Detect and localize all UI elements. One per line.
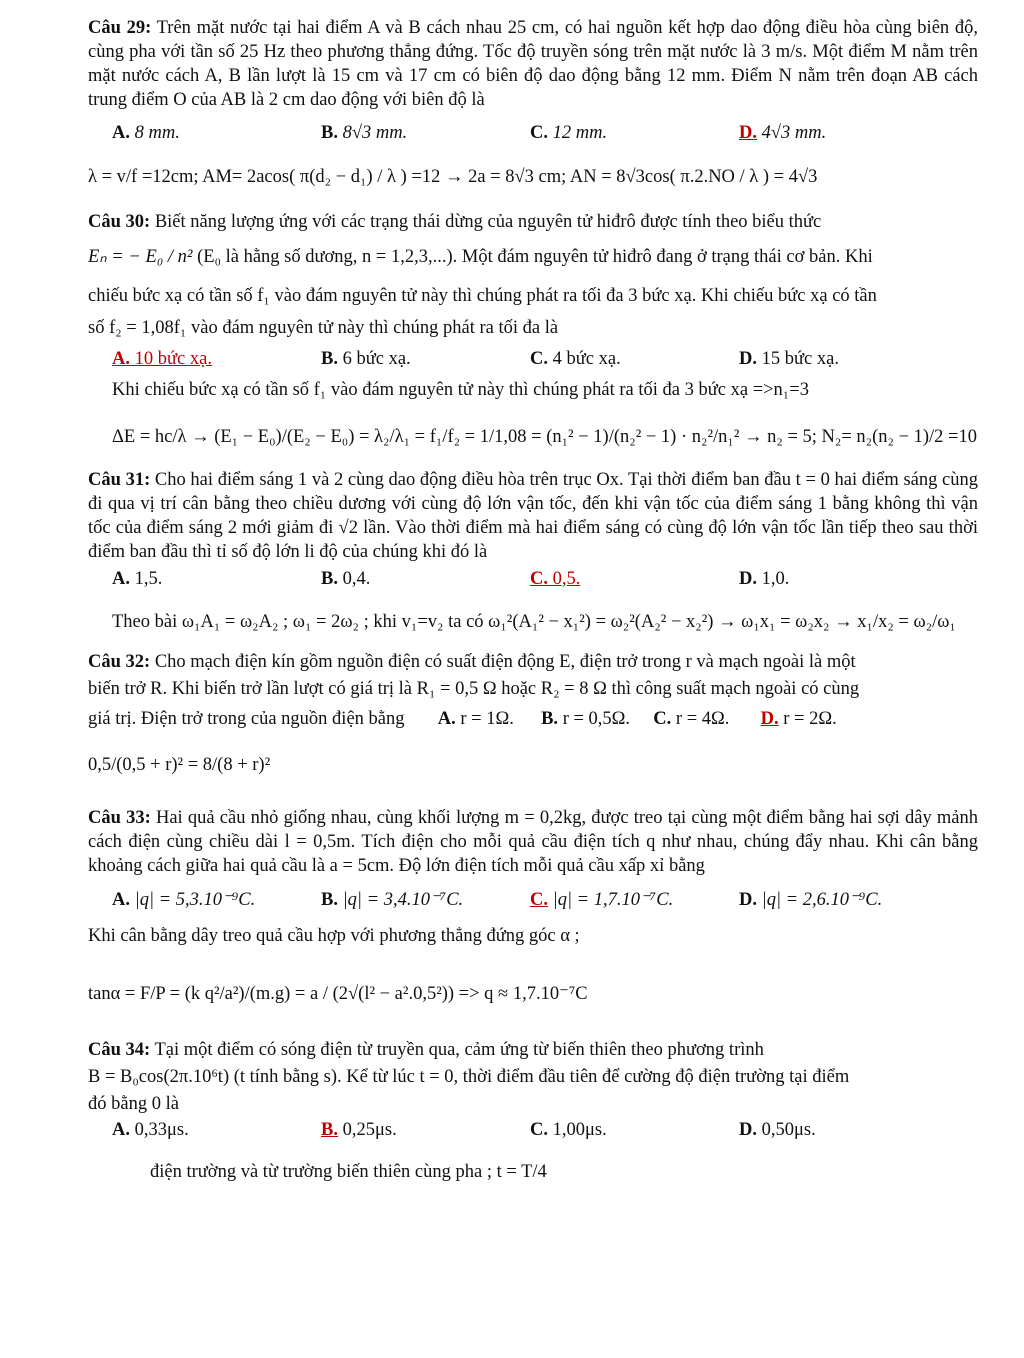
- option-33-c-correct: C. |q| = 1,7.10⁻⁷C.: [530, 890, 674, 910]
- solution-30-line1: Khi chiếu bức xạ có tần số f₁ vào đám nguyên tử này thì chúng phát ra tối đa 3 bức xạ =>n₁=3: [112, 380, 809, 400]
- option-29-c: C. 12 mm.: [530, 122, 608, 143]
- question-29-text: Trên mặt nước tại hai điểm A và B cách nhau 25 cm, có hai nguồn kết hợp dao động điều hòa cùng biên độ, cùng pha với tần số 25 Hz theo phương thẳng đứng. Tốc độ truyền sóng trên mặt nước là 3 m/s. Một điểm M nằm trên mặt nước cách A, B lần lượt là 15 cm và 17 cm có biên độ dao động bằng 12 mm. Điểm N nằm trên đoạn AB cách trung điểm O của AB là 2 cm dao động với biên độ là: [88, 18, 978, 110]
- solution-34: điện trường và từ trường biến thiên cùng pha ; t = T/4: [150, 1162, 547, 1182]
- option-29-b: B. 8√3 mm.: [321, 122, 408, 143]
- solution-31: Theo bài ω₁A₁ = ω₂A₂ ; ω₁ = 2ω₂ ; khi v₁=v₂ ta có ω₁²(A₁² − x₁²) = ω₂²(A₂² − x₂²) → ω₁x₁ = ω₂x₂ → x₁/x₂ = ω₂/ω₁: [112, 612, 956, 632]
- option-33-d: D. |q| = 2,6.10⁻⁹C.: [739, 890, 883, 910]
- question-30-formula-line: Eₙ = − E₀ / n² (E₀ là hằng số dương, n = 1,2,3,...). Một đám nguyên tử hiđrô đang ở trạng thái cơ bản. Khi: [88, 247, 873, 267]
- option-34-b-correct: B. 0,25μs.: [321, 1119, 397, 1140]
- question-32-line2: biến trở R. Khi biến trở lần lượt có giá trị là R₁ = 0,5 Ω hoặc R₂ = 8 Ω thì công suất mạch ngoài có cùng: [88, 679, 860, 699]
- question-30-line4: số f₂ = 1,08f₁ vào đám nguyên tử này thì chúng phát ra tối đa là: [88, 318, 559, 338]
- option-29-d-correct: D. 4√3 mm.: [739, 122, 827, 143]
- question-29-options: [88, 118, 978, 148]
- option-34-c: C. 1,00μs.: [530, 1119, 607, 1140]
- question-34-line2: B = B₀cos(2π.10⁶t) (t tính bằng s). Kể từ lúc t = 0, thời điểm đầu tiên để cường độ điện trường tại điểm: [88, 1067, 850, 1087]
- question-34: Câu 34: Tại một điểm có sóng điện từ truyền qua, cảm ứng từ biến thiên theo phương trình: [88, 1040, 764, 1060]
- option-29-a: A. 8 mm.: [112, 122, 180, 143]
- question-33: Câu 33: Hai quả cầu nhỏ giống nhau, cùng khối lượng m = 0,2kg, được treo tại cùng một điểm bằng hai sợi dây mảnh cách điện cùng chiều dài l = 0,5m. Tích điện cho mỗi quả cầu điện tích q như nhau, chúng đẩy nhau. Khi cân bằng khoảng cách giữa hai quả cầu là a = 5cm. Độ lớn điện tích mỗi quả cầu xấp xỉ bằng: [88, 808, 978, 876]
- option-31-d: D. 1,0.: [739, 568, 790, 589]
- solution-33-line2: tanα = F/P = (k q²/a²)/(m.g) = a / (2√(l² − a².0,5²)) => q ≈ 1,7.10⁻⁷C: [88, 984, 588, 1004]
- question-30: Câu 30: Biết năng lượng ứng với các trạng thái dừng của nguyên tử hiđrô được tính theo biểu thức: [88, 212, 822, 232]
- question-29-head: Câu 29:: [88, 18, 152, 38]
- option-34-d: D. 0,50μs.: [739, 1119, 816, 1140]
- solution-30-line2: ΔE = hc/λ → (E₁ − E₀)/(E₂ − E₀) = λ₂/λ₁ = f₁/f₂ = 1/1,08 = (n₁² − 1)/(n₂² − 1) · n₂²/n₁² → n₂ = 5; N₂= n₂(n₂ − 1)/2 =10: [112, 427, 977, 447]
- option-32-a: A. r = 1Ω.: [437, 709, 514, 729]
- option-31-c-correct: C. 0,5.: [530, 568, 581, 589]
- exam-page: [88, 16, 978, 1200]
- question-29: [88, 16, 978, 112]
- option-33-b: B. |q| = 3,4.10⁻⁷C.: [321, 890, 464, 910]
- question-30-options: [88, 344, 978, 374]
- option-32-c: C. r = 4Ω.: [653, 709, 730, 729]
- question-31-options: [88, 564, 978, 594]
- question-32: Câu 32: Cho mạch điện kín gồm nguồn điện có suất điện động E, điện trở trong r và mạch ngoài là một: [88, 652, 856, 672]
- question-34-options: [88, 1116, 978, 1144]
- option-31-b: B. 0,4.: [321, 568, 371, 589]
- option-32-b: B. r = 0,5Ω.: [541, 709, 631, 729]
- question-33-options: [88, 878, 978, 922]
- option-30-c: C. 4 bức xạ.: [530, 348, 621, 369]
- option-30-a-correct: A. 10 bức xạ.: [112, 348, 212, 369]
- solution-33-line1: Khi cân bằng dây treo quả cầu hợp với phương thẳng đứng góc α ;: [88, 926, 580, 946]
- option-30-d: D. 15 bức xạ.: [739, 348, 839, 369]
- question-32-line3: giá trị. Điện trở trong của nguồn điện bằng A. r = 1Ω. B. r = 0,5Ω. C. r = 4Ω. D. r = 2Ω.: [88, 709, 837, 729]
- option-31-a: A. 1,5.: [112, 568, 163, 589]
- option-30-b: B. 6 bức xạ.: [321, 348, 411, 369]
- solution-29: λ = v/f =12cm; AM= 2acos( π(d₂ − d₁) / λ ) =12 → 2a = 8√3 cm; AN = 8√3cos( π.2.NO / λ ) = 4√3: [88, 167, 818, 187]
- question-31: Câu 31: Cho hai điểm sáng 1 và 2 cùng dao động điều hòa trên trục Ox. Tại thời điểm ban đầu t = 0 hai điểm sáng cùng đi qua vị trí cân bằng theo chiều dương với cùng độ lớn vận tốc, đến khi vận tốc của điểm sáng 1 bằng không thì vận tốc của điểm sáng 2 mới giảm đi √2 lần. Vào thời điểm mà hai điểm sáng có cùng độ lớn vận tốc lần tiếp theo sau thời điểm ban đầu thì tỉ số độ lớn li độ của chúng khi đó là: [88, 470, 978, 562]
- option-32-d-correct: D. r = 2Ω.: [760, 709, 837, 729]
- question-34-line3: đó bằng 0 là: [88, 1094, 179, 1114]
- option-34-a: A. 0,33μs.: [112, 1119, 189, 1140]
- solution-32: 0,5/(0,5 + r)² = 8/(8 + r)²: [88, 755, 271, 775]
- question-30-line3: chiếu bức xạ có tần số f₁ vào đám nguyên tử này thì chúng phát ra tối đa 3 bức xạ. Khi chiếu bức xạ có tần: [88, 286, 877, 306]
- option-33-a: A. |q| = 5,3.10⁻⁹C.: [112, 890, 256, 910]
